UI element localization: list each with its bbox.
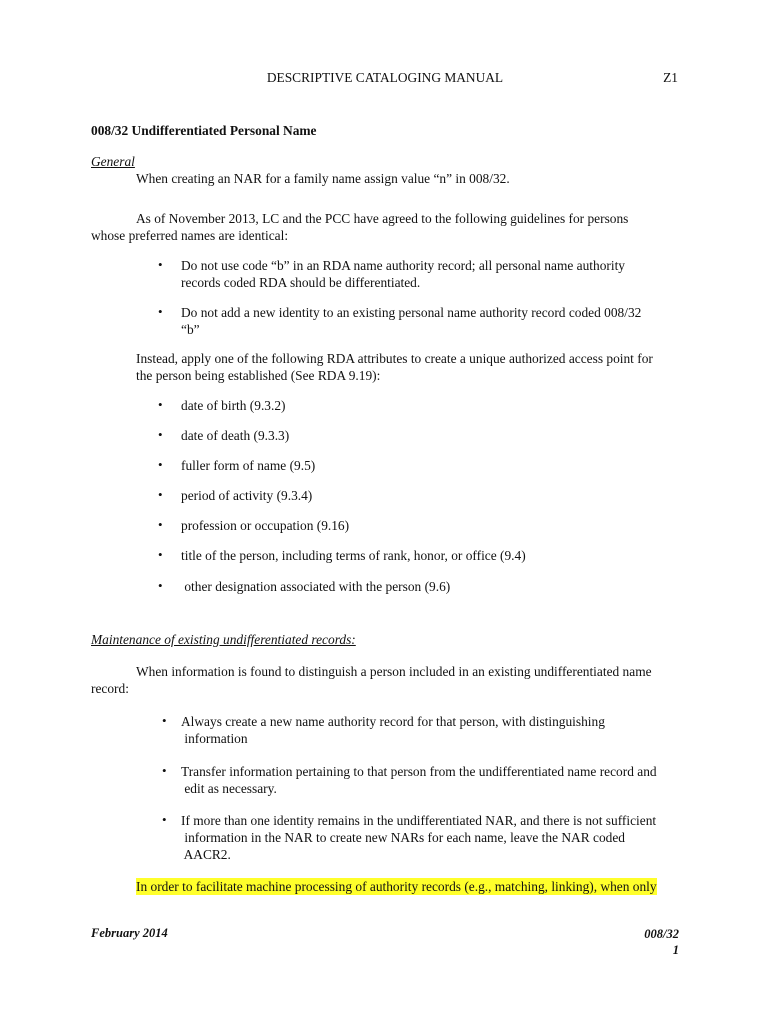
maintenance-heading: Maintenance of existing undifferentiated records: — [91, 632, 356, 647]
maintenance-bullet3-line1: If more than one identity remains in the undifferentiated NAR, and there is not sufficient — [181, 813, 657, 828]
bullet-a1-line2: records coded RDA should be differentiated. — [181, 275, 421, 290]
maintenance-bullet2-line1: Transfer information pertaining to that person from the undifferentiated name record and — [181, 764, 657, 779]
bullet-marker: • — [158, 457, 163, 472]
attribute-item: date of death (9.3.3) — [181, 428, 290, 443]
bullet-a2-line1: Do not add a new identity to an existing personal name authority record coded 008/32 — [181, 305, 642, 320]
attribute-item: profession or occupation (9.16) — [181, 518, 350, 533]
maintenance-bullet3-line2: information in the NAR to create new NARs for each name, leave the NAR coded — [181, 830, 625, 845]
general-line1: When creating an NAR for a family name assign value “n” in 008/32. — [136, 171, 510, 186]
maintenance-bullet1-line2: information — [181, 731, 248, 746]
highlighted-line: In order to facilitate machine processing of authority records (e.g., matching, linking), when only — [136, 879, 657, 894]
footer-code-block — [644, 926, 679, 958]
footer-section-code: 008/32 — [644, 927, 679, 941]
header-title: DESCRIPTIVE CATALOGING MANUAL — [266, 70, 504, 85]
bullet-marker: • — [158, 257, 163, 272]
maintenance-para-line2: record: — [91, 681, 129, 696]
attribute-item: period of activity (9.3.4) — [181, 488, 313, 503]
bullet-marker: • — [162, 713, 167, 728]
attribute-item: date of birth (9.3.2) — [181, 398, 286, 413]
general-heading: General — [91, 154, 135, 169]
attribute-item: other designation associated with the person (9.6) — [181, 579, 451, 594]
bullet-a1-line1: Do not use code “b” in an RDA name authority record; all personal name authority — [181, 258, 625, 273]
bullet-marker: • — [158, 397, 163, 412]
maintenance-bullet2-line2: edit as necessary. — [181, 781, 277, 796]
general-para3-line2: the person being established (See RDA 9.19): — [136, 368, 381, 383]
maintenance-bullet1-line1: Always create a new name authority record for that person, with distinguishing — [181, 714, 605, 729]
bullet-marker: • — [158, 304, 163, 319]
bullet-marker: • — [158, 547, 163, 562]
attribute-item: title of the person, including terms of rank, honor, or office (9.4) — [181, 548, 526, 563]
general-para2-line1: As of November 2013, LC and the PCC have agreed to the following guidelines for persons — [136, 211, 629, 226]
bullet-a2-line2: “b” — [181, 322, 200, 337]
maintenance-bullet3-line3: AACR2. — [181, 847, 231, 862]
bullet-marker: • — [158, 427, 163, 442]
bullet-marker: • — [158, 578, 163, 593]
attribute-item: fuller form of name (9.5) — [181, 458, 316, 473]
bullet-marker: • — [158, 487, 163, 502]
general-para2-line2: whose preferred names are identical: — [91, 228, 289, 243]
general-para3-line1: Instead, apply one of the following RDA attributes to create a unique authorized access point for — [136, 351, 653, 366]
section-title: 008/32 Undifferentiated Personal Name — [91, 123, 317, 138]
header-code: Z1 — [663, 70, 678, 85]
bullet-marker: • — [162, 763, 167, 778]
maintenance-para-line1: When information is found to distinguish a person included in an existing undifferentiated name — [136, 664, 652, 679]
bullet-marker: • — [162, 812, 167, 827]
footer-date: February 2014 — [91, 926, 168, 940]
bullet-marker: • — [158, 517, 163, 532]
footer-page-number: 1 — [672, 943, 679, 957]
